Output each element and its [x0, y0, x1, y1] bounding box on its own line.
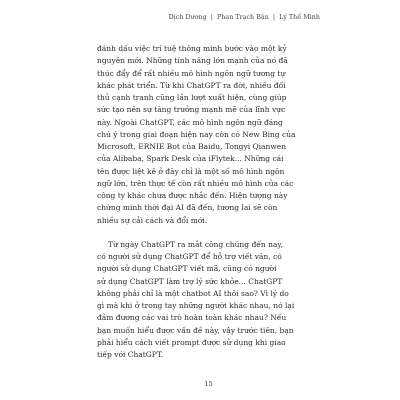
text-line: Microsoft, ERNIE Bot của Baidu, Tongyi Qianwen [97, 142, 287, 151]
text-line: sức tạo nên sự tăng trưởng mạnh mẽ của lĩnh vực [97, 105, 286, 115]
book-page [97, 14, 320, 394]
paragraph [97, 43, 319, 227]
text-line: thúc đẩy để rất nhiều mô hình ngôn ngữ tương tự [97, 68, 286, 78]
page-number: 15 [204, 380, 213, 388]
text-line: tên được liệt kê ở đây chỉ là một số mô hình ngôn [97, 166, 285, 176]
text-line: chú ý trong giai đoạn hiện nay còn có New Bing của [97, 129, 296, 139]
paragraph-gap [97, 227, 319, 239]
text-line: nguyên mới. Những tính năng lớn mạnh của nó đã [97, 56, 288, 66]
text-line: bạn muốn hiểu được vấn đề này, vậy trước tiên, bạn [97, 325, 294, 335]
text-line: phải hiểu cách viết prompt được sử dụng khi giao [97, 337, 286, 347]
text-line: của Alibaba, Spark Desk của iFlytek... Những cái [97, 154, 284, 164]
text-line: tiếp với ChatGPT. [97, 350, 164, 359]
text-line: công ty khác chưa được nhắc đến. Hiện tượng này [97, 191, 288, 200]
text-line: ngữ lớn, trên thực tế còn rất nhiều mô hình của các [97, 178, 294, 188]
text-line: người sử dụng ChatGPT viết mã, cũng có người [97, 264, 277, 274]
running-header [169, 14, 320, 21]
text-line: Từ ngày ChatGPT ra mắt công chúng đến nay, [108, 239, 284, 249]
header-translator: Lý Thế Minh [279, 14, 320, 21]
text-line: thủ cạnh tranh cũng lần lượt xuất hiện, cùng giúp [97, 93, 287, 102]
header-separator: | [272, 14, 276, 21]
paragraph [97, 239, 319, 362]
header-author: Dịch Dương [168, 14, 207, 21]
text-line: gì mà khi ở trong tay những người khác nhau, nó lại [97, 301, 295, 310]
text-line: sử dụng ChatGPT làm trợ lý sức khỏe... ChatGPT [97, 276, 283, 286]
header-publisher: Phan Trạch Bân [217, 14, 269, 21]
text-line: này. Ngoài ChatGPT, các mô hình ngôn ngữ đáng [97, 117, 283, 127]
text-line: đảm đương các vai trò hoàn toàn khác nhau? Nếu [97, 313, 287, 323]
header-separator: | [210, 14, 213, 21]
text-line: chứng minh thời đại AI đã đến, tương lai sẽ còn [97, 203, 278, 213]
text-line: nhiều sự cải cách và đổi mới. [97, 215, 208, 225]
text-line: không phải chỉ là một chatbot AI thôi sao? Vì lý do [97, 288, 289, 298]
text-line: có người sử dụng ChatGPT để hỗ trợ viết văn, có [97, 252, 282, 261]
text-line: khác phát triển. Từ khi ChatGPT ra đời, nhiều đối [97, 80, 286, 90]
body-text [97, 43, 319, 361]
text-line: đánh dấu việc trí tuệ thông minh bước vào một kỷ [97, 44, 287, 53]
